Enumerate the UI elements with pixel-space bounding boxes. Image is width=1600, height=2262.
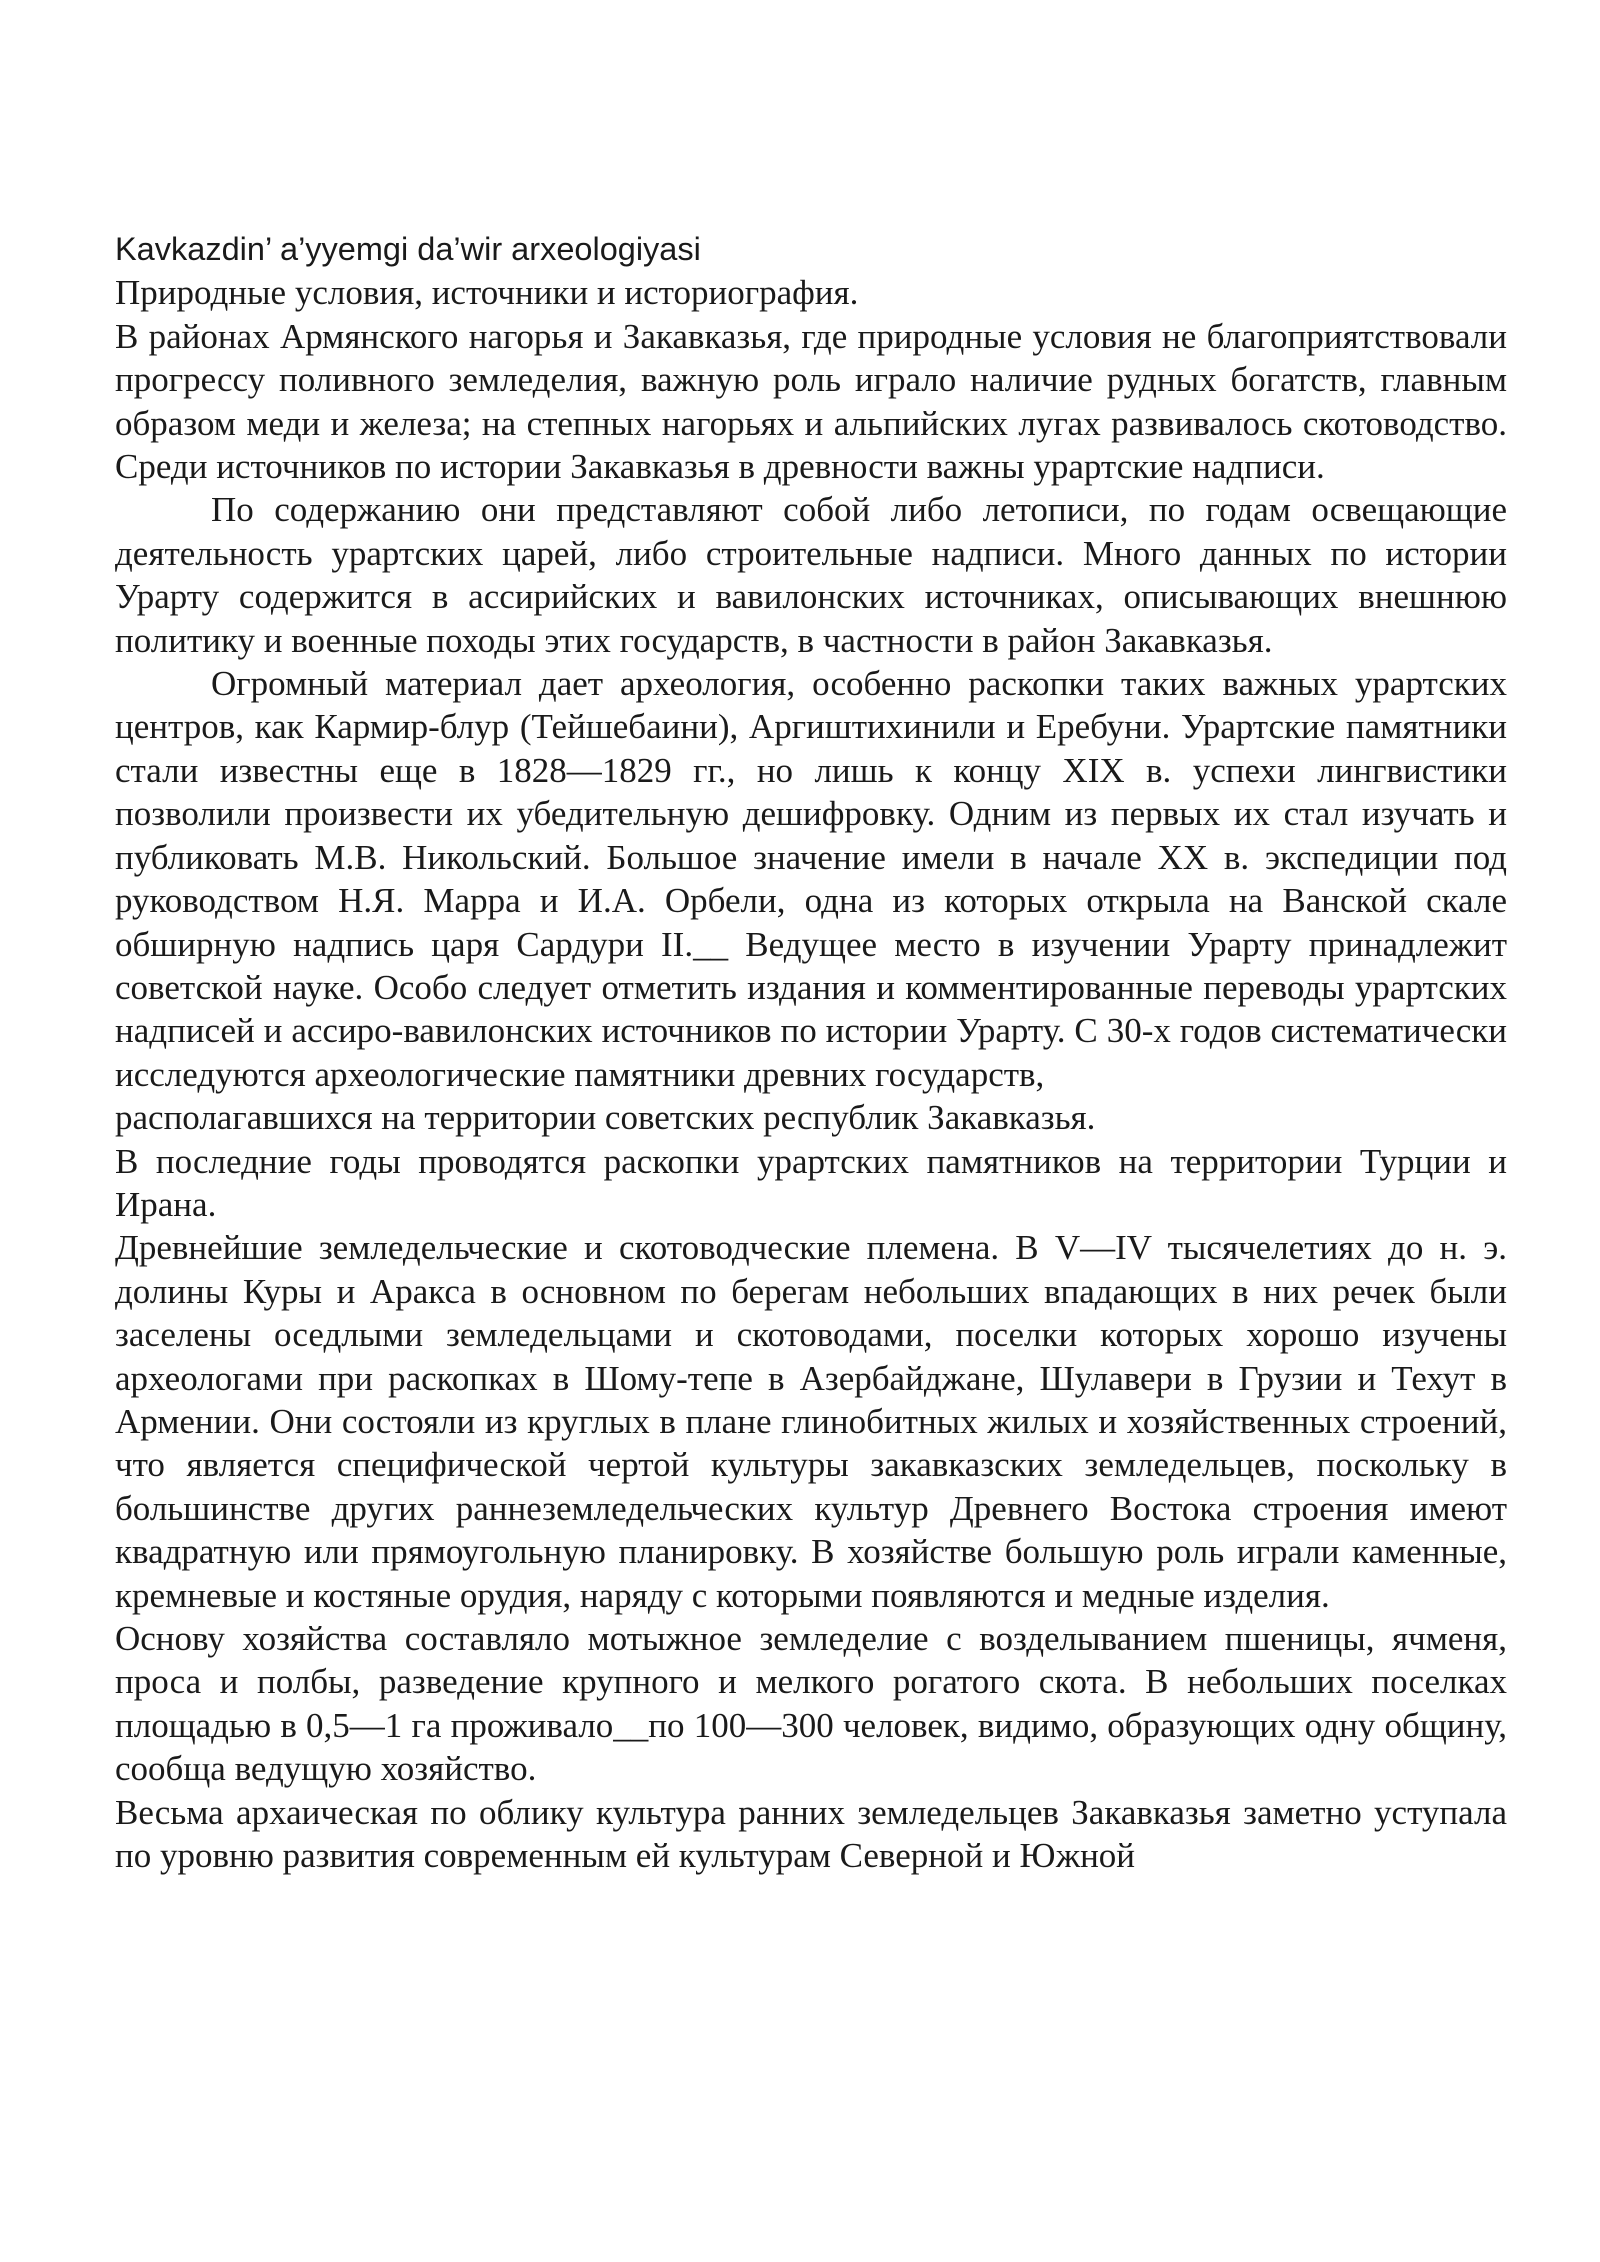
paragraph: Весьма архаическая по облику культура ранних земледельцев Закавказья заметно уступала по уровню развития современным ей культурам Северной и Южной — [115, 1792, 1507, 1876]
paragraph: Огромный материал дает археология, особенно раскопки таких важных урартских центров, как Кармир-блур (Тейшебаини), Аргиштихинили и Еребуни. Урартские памятники стали известны еще в 1828—1829 гг., но лишь к концу XIX в. успехи лингвистики позволили произвести их убедительную дешифровку. Одним из первых их стал изучать и публиковать М.В. Никольский. Большое значение имели в начале XX в. экспедиции под руководством Н.Я. Марра и И.А. Орбели, одна из которых открыла на Ванской скале обширную надпись царя Сардури II.__ Ведущее место в изучении Урарту принадлежит советской науке. Особо следует отметить издания и комментированные переводы урартских надписей и ассиро-вавилонских источников по истории Урарту. С 30-х годов систематически исследуются археологические памятники древних государств, — [115, 664, 1507, 1094]
paragraph: располагавшихся на территории советских республик Закавказья. — [115, 1098, 1096, 1138]
document-subtitle: Природные условия, источники и историография. — [115, 273, 859, 313]
paragraph: В районах Армянского нагорья и Закавказья, где природные условия не благоприятствовали прогрессу поливного земледелия, важную роль играло наличие рудных богатств, главным образом меди и железа; на степных нагорьях и альпийских лугах развивалось скотоводство. Среди источников по истории Закавказья в древности важны урартские надписи. — [115, 316, 1507, 487]
document-body — [115, 228, 1507, 1877]
paragraph: Древнейшие земледельческие и скотоводческие племена. В V—IV тысячелетиях до н. э. долины Куры и Аракса в основном по берегам небольших впадающих в них речек были заселены оседлыми земледельцами и скотоводами, поселки которых хорошо изучены археологами при раскопках в Шому-тепе в Азербайджане, Шулавери в Грузии и Техут в Армении. Они состояли из круглых в плане глинобитных жилых и хозяйственных строений, что является специфической чертой культуры закавказских земледельцев, поскольку в большинстве других раннеземледельческих культур Древнего Востока строения имеют квадратную или прямоугольную планировку. В хозяйстве большую роль играли каменные, кремневые и костяные орудия, наряду с которыми появляются и медные изделия. — [115, 1228, 1507, 1615]
paragraph: В последние годы проводятся раскопки урартских памятников на территории Турции и Ирана. — [115, 1141, 1507, 1224]
paragraph: По содержанию они представляют собой либо летописи, по годам освещающие деятельность урартских царей, либо строительные надписи. Много данных по истории Урарту содержится в ассирийских и вавилонских источниках, описывающих внешнюю политику и военные походы этих государств, в частности в район Закавказья. — [115, 490, 1507, 660]
document-title: Kavkazdin’ a’yyemgi da’wir arxeologiyasi — [115, 231, 701, 267]
paragraph: Основу хозяйства составляло мотыжное земледелие с возделыванием пшеницы, ячменя, проса и полбы, разведение крупного и мелкого рогатого скота. В небольших поселках площадью в 0,5—1 га проживало__по 100—300 человек, видимо, образующих одну общину, сообща ведущую хозяйство. — [115, 1619, 1507, 1789]
